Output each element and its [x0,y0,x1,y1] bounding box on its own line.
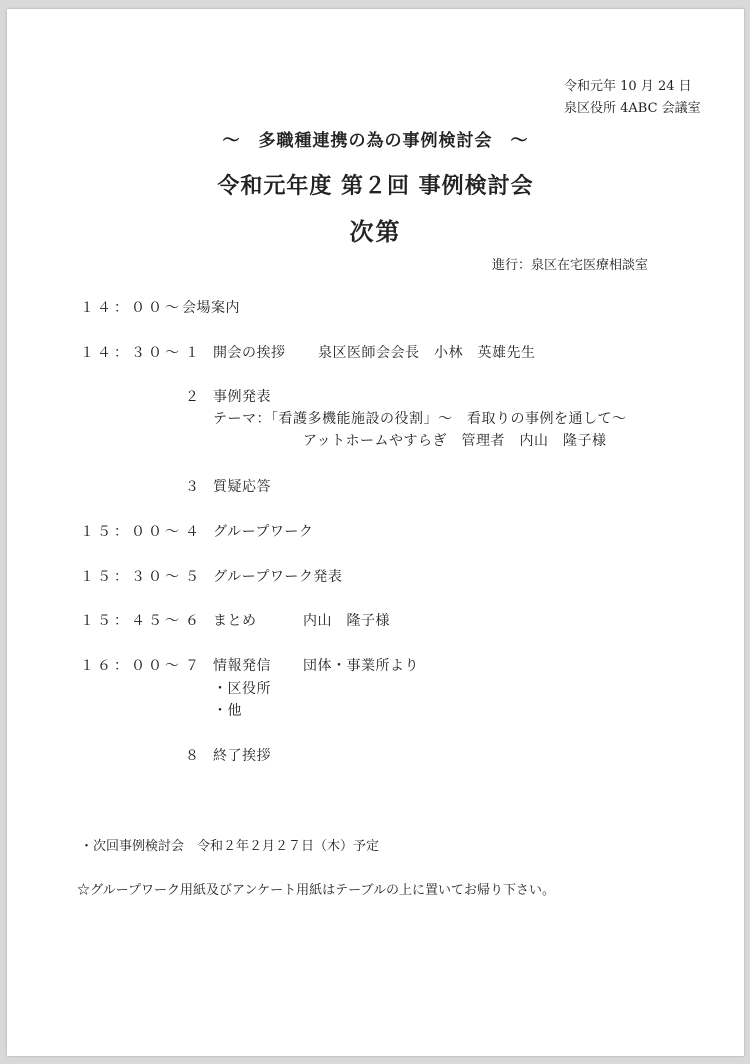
agenda-item-label: グループワーク [213,524,314,540]
agenda-time: １５：００～ [80,524,182,540]
agenda-item-label: 終了挨拶 [213,748,271,764]
agenda-item-label: 事例発表 [213,389,271,405]
agenda-sub-item: ・区役所 [213,681,271,697]
agenda-time: １４：３０～ [80,345,182,361]
agenda-text: 会場案内 [182,300,240,316]
agenda-item-label: 開会の挨拶 [213,345,286,361]
agenda-item-label: まとめ [213,613,257,629]
document-subtitle: ～ 多職種連携の為の事例検討会 ～ [222,131,529,151]
agenda-time: １６：００～ [80,658,182,674]
agenda-sub-item: ・他 [213,703,242,719]
agenda-number: ２ [185,389,200,405]
agenda-item-label: 情報発信 [213,658,271,674]
agenda-item-detail: 内山 隆子様 [303,613,390,629]
agenda-time: １５：４５～ [80,613,182,629]
agenda-number: １ [185,345,200,361]
agenda-presenter: アットホームやすらぎ 管理者 内山 隆子様 [303,433,607,449]
agenda-item-detail: 団体・事業所より [303,658,419,674]
agenda-item-detail: 泉区医師会会長 小林 英雄先生 [318,345,536,361]
agenda-number: ８ [185,748,200,764]
agenda-number: ７ [185,658,200,674]
document-title: 令和元年度 第２回 事例検討会 [217,173,534,199]
header-venue: 泉区役所 4ABC 会議室 [564,101,701,116]
note-next-meeting: ・次回事例検討会 令和２年２月２７日（木）予定 [80,839,380,854]
facilitator: 進行：泉区在宅医療相談室 [492,258,649,273]
agenda-number: ６ [185,613,200,629]
agenda-number: ３ [185,479,200,495]
agenda-item-label: 質疑応答 [213,479,271,495]
agenda-time: １４：００～ [80,300,182,316]
document-page [7,9,744,1056]
agenda-number: ４ [185,524,200,540]
note-request: ☆グループワーク用紙及びアンケート用紙はテーブルの上に置いてお帰り下さい。 [77,883,556,898]
agenda-item-label: グループワーク発表 [213,569,343,585]
document-title-sub: 次第 [349,217,402,246]
agenda-number: ５ [185,569,200,585]
header-date: 令和元年 10 月 24 日 [564,79,692,94]
agenda-theme: テーマ：「看護多機能施設の役割」～ 看取りの事例を通して～ [213,411,627,427]
agenda-time: １５：３０～ [80,569,182,585]
